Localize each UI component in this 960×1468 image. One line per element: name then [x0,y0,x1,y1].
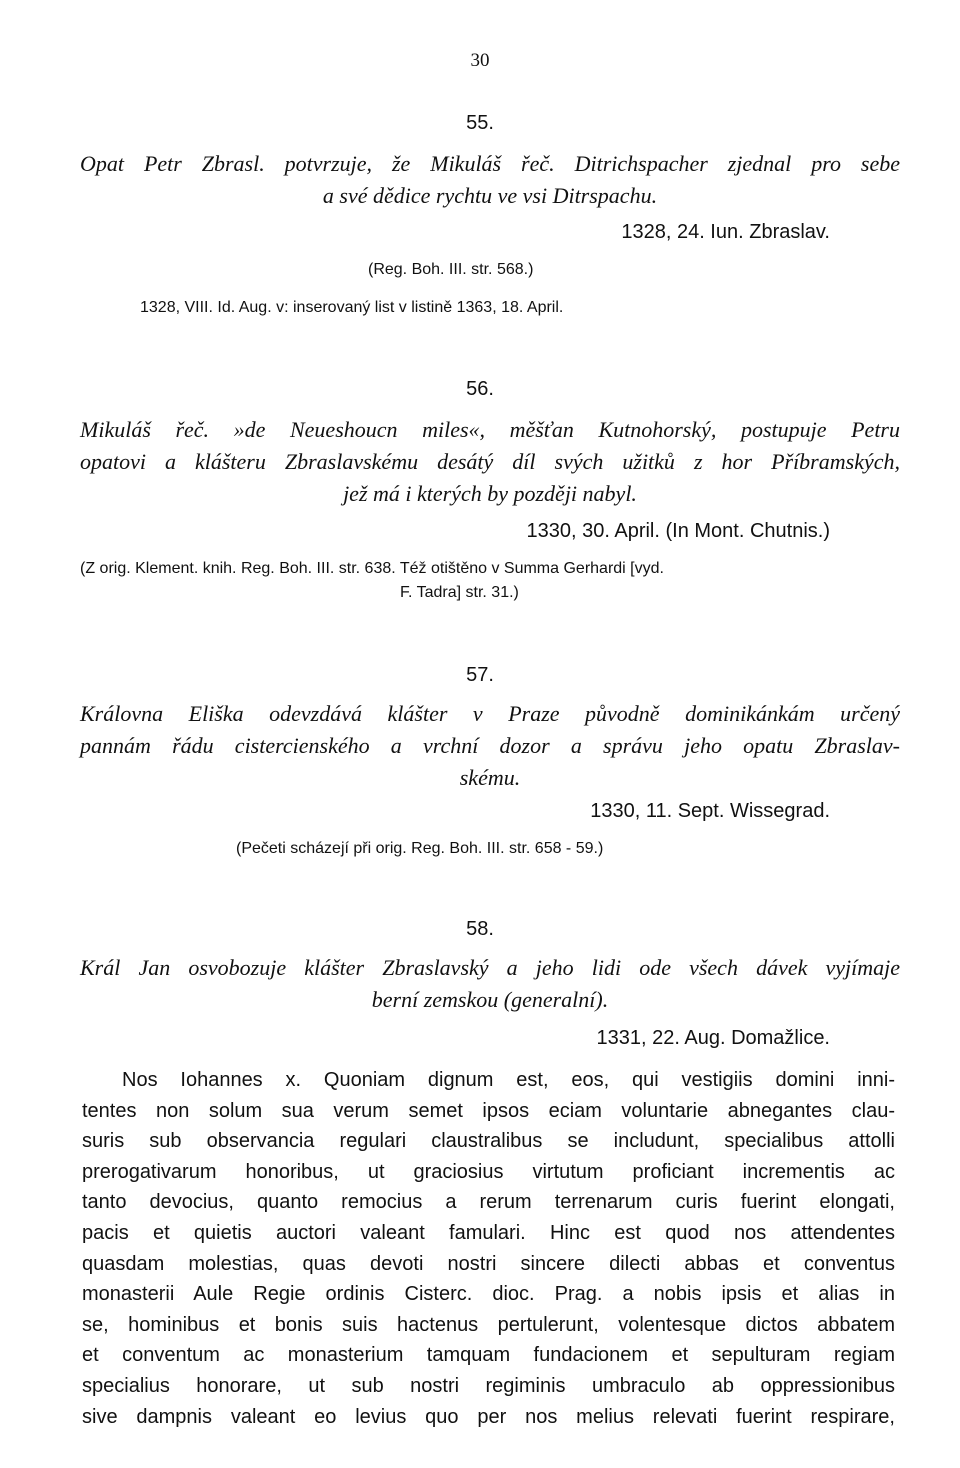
title-line: Mikuláš řeč. »de Neueshoucn miles«, měšťan Kutnohorský, postupuje Petru [80,417,900,442]
entry-number: 57. [466,664,494,686]
title-line: skému. [459,765,521,790]
body-line: se, hominibus et bonis suis hactenus pertulerunt, volentesque dictos abbatem [82,1313,895,1336]
title-line: Král Jan osvobozuje klášter Zbraslavský a jeho lidi ode všech dávek vyjímaje [80,955,900,980]
entry-title [80,952,900,1016]
body-line: et conventum ac monasterium tamquam fundacionem et sepulturam regiam [82,1344,895,1367]
body-line: suris sub observancia regulari claustralibus se includunt, specialibus attolli [82,1130,895,1153]
body-line: quasdam molestias, quas devoti nostri sincere dilecti abbas et conventus [82,1252,895,1275]
body-line: Nos Iohannes x. Quoniam dignum est, eos, qui vestigiis domini inni- [122,1069,895,1091]
body-line: prerogativarum honoribus, ut graciosius virtutum proficiant incrementis ac [82,1160,895,1183]
entry-date: 1330, 30. April. (In Mont. Chutnis.) [526,520,830,542]
title-line: a své dědice rychtu ve vsi Ditrspachu. [322,183,658,208]
document-body [82,1065,895,1432]
title-line: opatovi a klášteru Zbraslavskému desátý díl svých užitků z hor Příbramských, [80,449,900,474]
entry-date: 1331, 22. Aug. Domažlice. [596,1027,830,1049]
entry-title [80,698,900,794]
entry-number: 56. [466,378,494,400]
title-line: pannám řádu cistercienského a vrchní dozor a správu jeho opatu Zbraslav- [80,733,900,758]
title-line: Opat Petr Zbrasl. potvrzuje, že Mikuláš řeč. Ditrichspacher zjednal pro sebe [80,151,900,176]
body-line: specialius honorare, ut sub nostri regiminis umbraculo ab oppressionibus [82,1374,895,1397]
source-note: (Pečeti scházejí při orig. Reg. Boh. III. str. 658 - 59.) [236,840,604,857]
source-note: F. Tadra] str. 31.) [400,584,519,601]
title-line: jež má i kterých by později nabyl. [343,481,637,506]
body-line: sive dampnis valeant eo levius quo per nos melius relevati fuerint respirare, [82,1405,895,1428]
body-line: monasterii Aule Regie ordinis Cisterc. dioc. Prag. a nobis ipsis et alias in [82,1283,895,1306]
body-line: pacis et quietis auctori valeant famulari. Hinc est quod nos attendentes [82,1221,895,1244]
entry-number: 58. [466,918,494,940]
source-note: (Z orig. Klement. knih. Reg. Boh. III. str. 638. Též otištěno v Summa Gerhardi [vyd. [80,560,664,577]
title-line: Královna Eliška odevzdává klášter v Praze původně dominikánkám určený [80,701,900,726]
entry-title [80,148,900,212]
entry-date: 1330, 11. Sept. Wissegrad. [590,800,830,822]
entry-title [80,414,900,510]
source-note: 1328, VIII. Id. Aug. v: inserovaný list v listině 1363, 18. April. [140,299,564,316]
body-line: tentes non solum sua verum semet ipsos eciam voluntarie abnegantes clau- [82,1099,895,1122]
entry-number: 55. [466,112,494,134]
entry-date: 1328, 24. Iun. Zbraslav. [621,221,830,243]
body-line: tanto devocius, quanto remocius a rerum terrenarum curis fuerint elongati, [82,1191,895,1214]
title-line: berní zemskou (generalní). [371,987,609,1012]
page-number: 30 [470,50,490,71]
source-note: (Reg. Boh. III. str. 568.) [368,261,534,278]
